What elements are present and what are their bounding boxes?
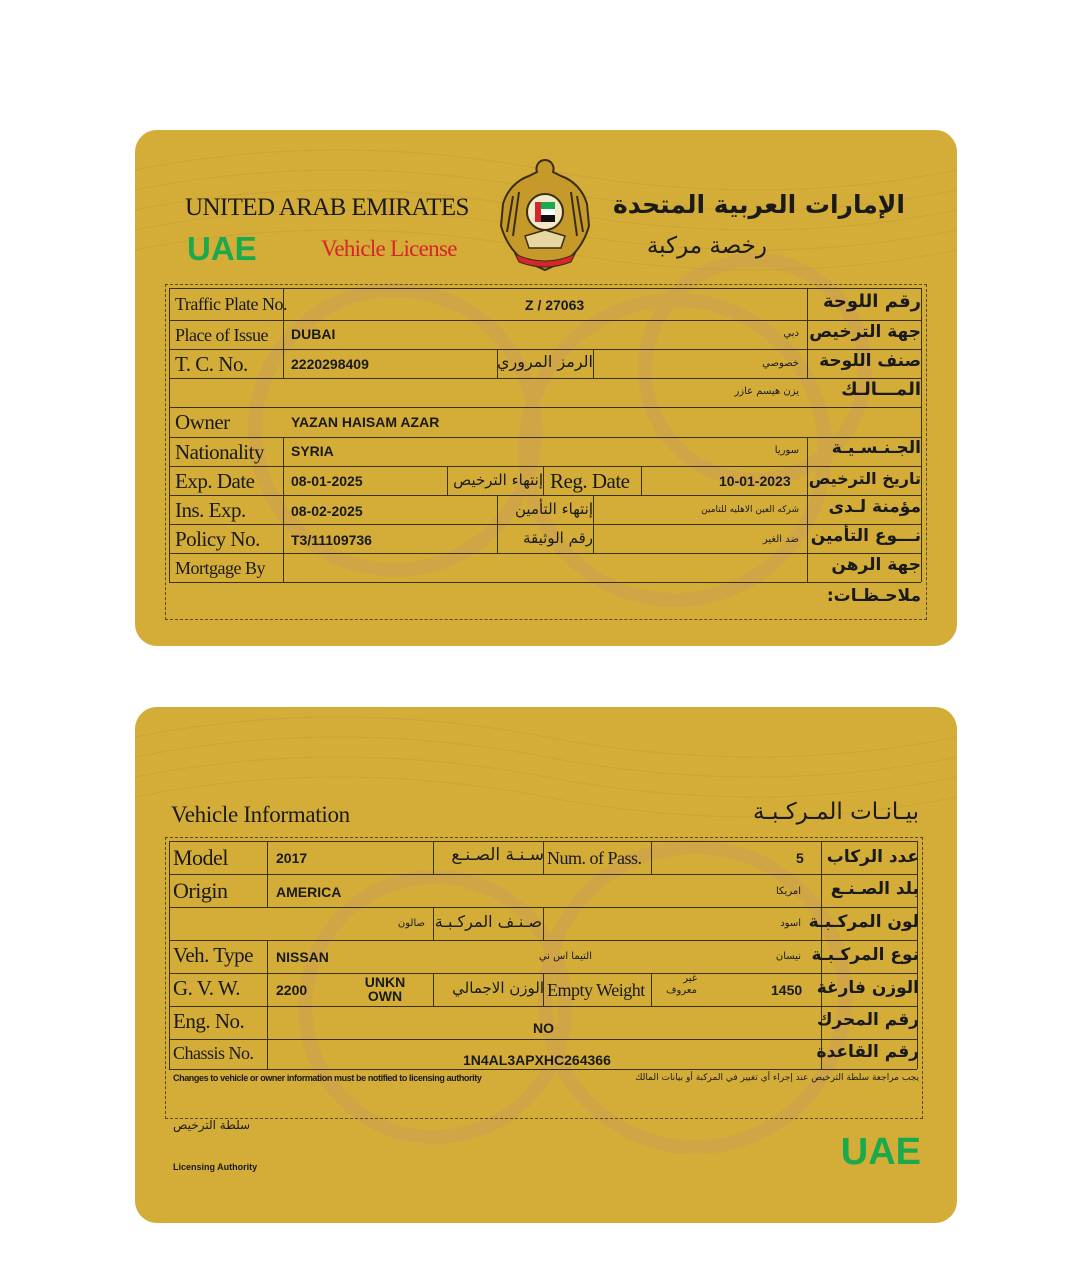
- passengers-label-en: Num. of Pass.: [547, 848, 642, 868]
- veh-type-label-en: Veh. Type: [173, 943, 253, 967]
- policy-value: T3/11109736: [291, 532, 372, 548]
- vehicle-info-title-ar: بيـانـات المـركـبـة: [752, 799, 919, 825]
- nationality-value-ar: سوريا: [774, 445, 799, 456]
- ins-type-label-ar: نـــوع التأمين: [810, 526, 921, 546]
- unknown-value-ar: غير معروف: [666, 973, 697, 996]
- veh-type-value-ar: نيسان: [775, 951, 801, 962]
- chassis-label-en: Chassis No.: [173, 1043, 254, 1063]
- authority-label-en: Licensing Authority: [173, 1162, 258, 1172]
- nationality-label-en: Nationality: [175, 440, 264, 464]
- uae-emblem-icon: [499, 156, 591, 272]
- empty-weight-label-ar: الوزن فارغة: [816, 978, 919, 998]
- license-front-card: [135, 130, 957, 646]
- veh-model-value-ar: التيما اس ني: [538, 951, 592, 962]
- empty-weight-value: 1450: [771, 982, 803, 998]
- unknown-value-en: UNKN OWN: [364, 974, 406, 1004]
- vehicle-info-title-en: Vehicle Information: [171, 802, 350, 827]
- tc-value: 2220298409: [291, 356, 369, 372]
- vehicle-license-title-ar: رخصة مركبة: [646, 233, 767, 259]
- model-label-en: Model: [173, 845, 228, 870]
- owner-value-en: YAZAN HAISAM AZAR: [291, 414, 440, 430]
- vehicle-class-label-ar: صـنـف المركـبـة: [434, 912, 542, 931]
- uae-logo: UAE: [187, 230, 257, 267]
- authority-label-ar: سلطة الترخيص: [173, 1118, 251, 1132]
- insured-by-label-ar: مؤمنة لـدى: [828, 497, 921, 517]
- ins-exp-label-en: Ins. Exp.: [175, 498, 246, 522]
- plate-value: Z / 27063: [525, 297, 585, 313]
- policy-label-en: Policy No.: [175, 527, 260, 551]
- notice-en: Changes to vehicle or owner information must be notified to licensing authority: [173, 1073, 482, 1083]
- model-value: 2017: [276, 850, 308, 866]
- notice-ar: يجب مراجعة سلطة الترخيص عند إجراء أي تغيير في المركبة أو بيانات المالك: [635, 1073, 919, 1083]
- mortgage-label-ar: جهة الرهن: [831, 555, 921, 575]
- license-back-card: [135, 707, 957, 1223]
- ins-type-value: ضد الغير: [762, 534, 799, 545]
- engine-value: NO: [533, 1020, 554, 1036]
- chassis-label-ar: رقم القاعدة: [816, 1042, 919, 1062]
- mortgage-label-en: Mortgage By: [175, 558, 265, 578]
- gvw-label-ar: الوزن الاجمالي: [452, 979, 544, 997]
- gvw-label-en: G. V. W.: [173, 976, 241, 1000]
- color-value: اسود: [780, 918, 801, 929]
- chassis-value: 1N4AL3APXHC264366: [463, 1052, 611, 1068]
- nationality-value-en: SYRIA: [291, 443, 334, 459]
- plate-class-label-ar: صنف اللوحة: [819, 351, 921, 371]
- issue-value-en: DUBAI: [291, 326, 336, 342]
- exp-date-label-ar: إنتهاء الترخيص: [453, 471, 543, 489]
- engine-label-en: Eng. No.: [173, 1009, 245, 1033]
- veh-type-value-en: NISSAN: [276, 949, 329, 965]
- uae-logo: UAE: [840, 1131, 921, 1173]
- model-label-ar: سـنـة الصـنـع: [451, 845, 544, 865]
- nationality-label-ar: الجـنـسـيـة: [831, 438, 921, 458]
- plate-label-ar: رقم اللوحة: [823, 291, 921, 312]
- owner-label-en: Owner: [175, 410, 230, 434]
- exp-date-label-en: Exp. Date: [175, 469, 255, 493]
- owner-label-ar: المـــالـك: [841, 379, 921, 400]
- vehicle-license-title-en: Vehicle License: [321, 236, 457, 261]
- issue-label-ar: جهة الترخيص: [809, 322, 921, 342]
- policy-label-ar: رقم الوثيقة: [523, 529, 593, 547]
- ins-exp-value: 08-02-2025: [291, 503, 363, 519]
- origin-value-en: AMERICA: [276, 884, 342, 900]
- passengers-value: 5: [796, 850, 804, 866]
- country-name-en: UNITED ARAB EMIRATES: [185, 194, 469, 221]
- exp-date-value: 08-01-2025: [291, 473, 363, 489]
- origin-value-ar: امريكا: [775, 886, 801, 897]
- origin-label-en: Origin: [173, 878, 228, 903]
- reg-date-value: 10-01-2023: [719, 473, 791, 489]
- issue-value-ar: دبي: [783, 328, 799, 339]
- origin-label-ar: بلد الصـنـع: [830, 879, 919, 899]
- country-name-ar: الإمارات العربية المتحدة: [612, 190, 905, 219]
- gvw-value: 2200: [276, 982, 308, 998]
- owner-value-ar: يزن هيسم عازر: [734, 386, 799, 397]
- plate-label-en: Traffic Plate No.: [175, 294, 287, 314]
- tc-label-ar: الرمز المروري: [496, 352, 593, 371]
- front-info-table: [169, 288, 921, 614]
- tc-label-en: T. C. No.: [175, 352, 248, 376]
- issue-label-en: Place of Issue: [175, 325, 268, 345]
- plate-class-value: خصوصي: [762, 358, 799, 369]
- ins-exp-label-ar: إنتهاء التأمين: [515, 500, 593, 518]
- reg-date-label-en: Reg. Date: [550, 469, 630, 493]
- empty-weight-label-en: Empty Weight: [547, 980, 645, 1000]
- engine-label-ar: رقم المحرك: [816, 1010, 919, 1030]
- color-label-ar: لون المركـبـة: [808, 912, 919, 932]
- insurer-value: شركه العين الاهليه للتامين: [701, 505, 799, 515]
- vehicle-class-value: صالون: [397, 918, 425, 929]
- reg-date-label-ar: تاريخ الترخيص: [808, 469, 921, 488]
- passengers-label-ar: عدد الركاب: [826, 847, 919, 867]
- veh-type-label-ar: نوع المركـبـة: [811, 945, 919, 965]
- notes-label-ar: ملاحـظـات:: [826, 586, 921, 606]
